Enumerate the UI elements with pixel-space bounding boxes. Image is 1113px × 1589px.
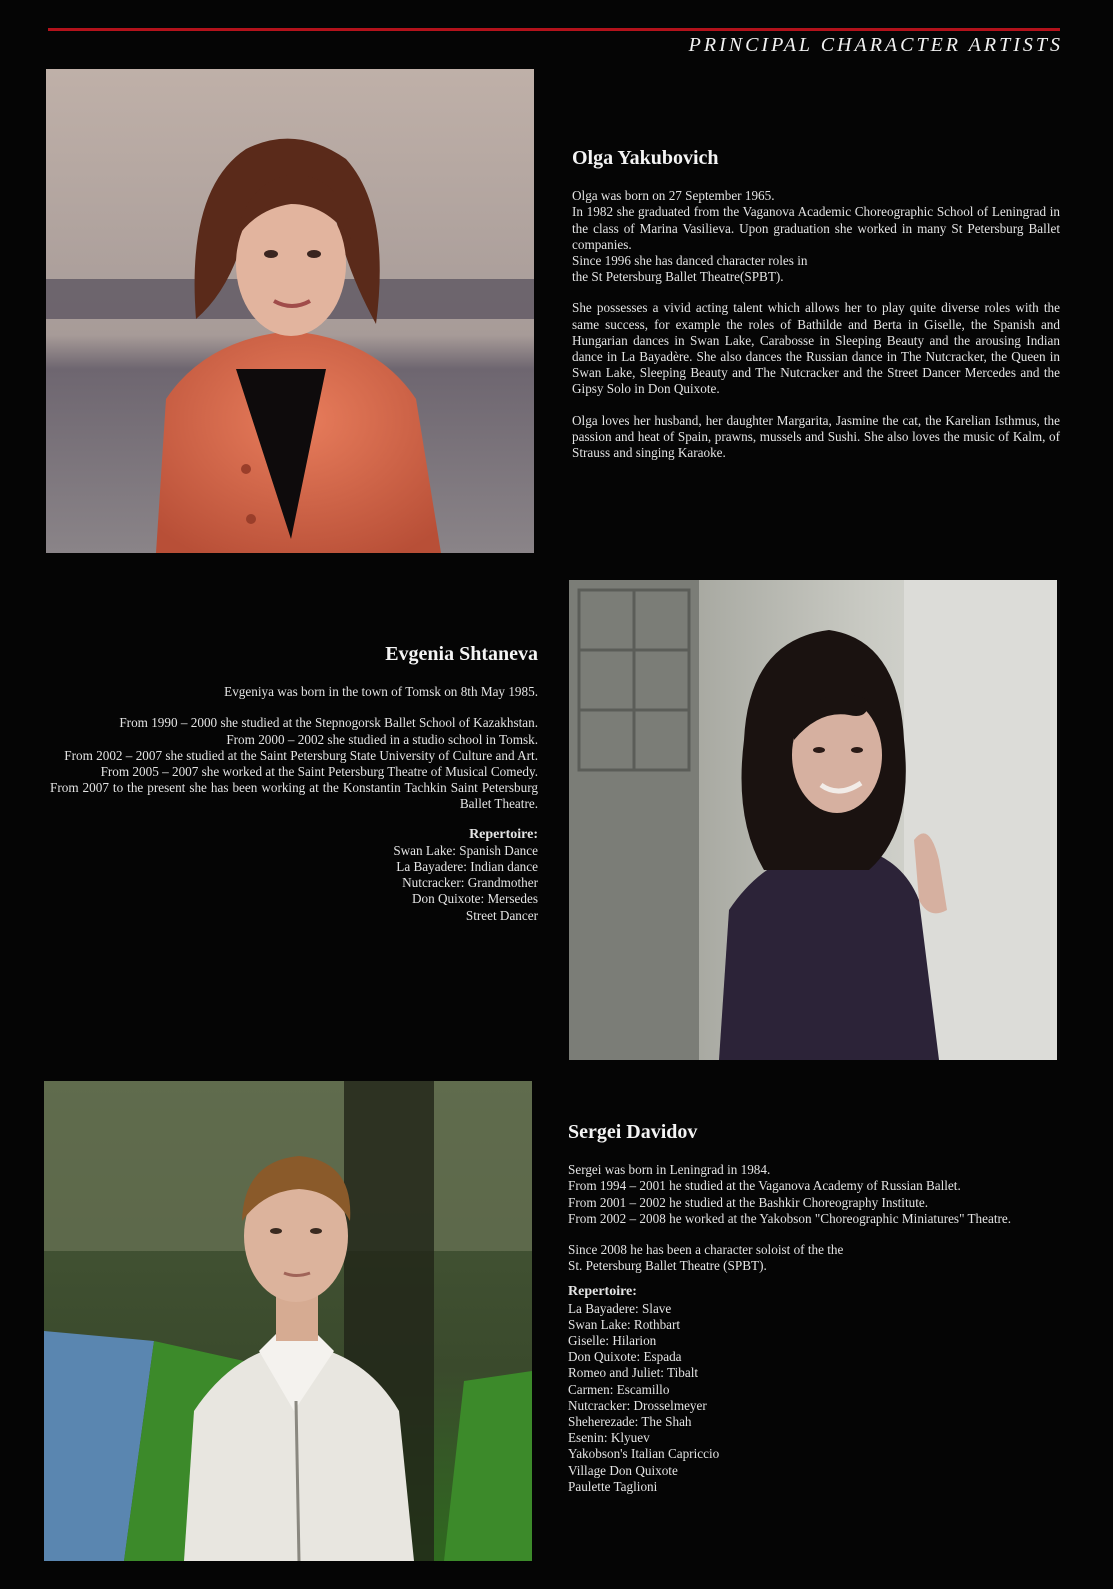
repertoire-item: Swan Lake: Spanish Dance bbox=[393, 842, 538, 858]
portrait-olga-yakubovich bbox=[46, 69, 534, 553]
artist-name: Olga Yakubovich bbox=[572, 147, 719, 169]
bio-history-line: From 1994 – 2001 he studied at the Vaganova Academy of Russian Ballet. bbox=[568, 1178, 961, 1194]
bio-paragraph: Olga loves her husband, her daughter Margarita, Jasmine the cat, the Karelian Isthmus, the passion and heat of Spain, prawns, mussels and Sushi. She also loves the music of Kalm, of Strauss and singing Karaoke. bbox=[572, 412, 1060, 461]
repertoire-item: Village Don Quixote bbox=[568, 1462, 678, 1478]
repertoire-item: Esenin: Klyuev bbox=[568, 1430, 650, 1446]
bio-line: In 1982 she graduated from the Vaganova Academic Choreographic School of Leningrad in the class of Marina Vasilieva. Upon graduation she worked in many St Petersburg Ballet companies. bbox=[572, 204, 1060, 252]
bio-history-line: From 2002 – 2008 he worked at the Yakobson "Choreographic Miniatures" Theatre. bbox=[568, 1210, 1012, 1226]
bio-history-line: Sergei was born in Leningrad in 1984. bbox=[568, 1162, 771, 1178]
bio-line: the St Petersburg Ballet Theatre(SPBT). bbox=[572, 269, 784, 285]
repertoire-item: La Bayadere: Indian dance bbox=[396, 859, 538, 875]
bio-line: Olga was born on 27 September 1965. bbox=[572, 188, 775, 204]
bio-paragraph: She possesses a vivid acting talent which allows her to play quite diverse roles with the same success, for example the roles of Bathilde and Berta in Giselle, the Spanish and Hungarian dances in Swan Lake, Carabosse in Sleeping Beauty and the arousing Indian dance in La Bayadère. She also dances the Russian dance in The Nutcracker, the Queen in Swan Lake, Sleeping Beauty and The Nutcracker and the Street Dancer Mercedes and the Gipsy Solo in Don Quixote. bbox=[572, 300, 1060, 397]
repertoire-item: Don Quixote: Espada bbox=[568, 1349, 682, 1365]
artist-name: Sergei Davidov bbox=[568, 1121, 698, 1143]
repertoire-item: Swan Lake: Rothbart bbox=[568, 1316, 681, 1332]
repertoire-heading: Repertoire: bbox=[469, 826, 538, 842]
repertoire-item: Nutcracker: Drosselmeyer bbox=[568, 1397, 707, 1413]
repertoire-item: Sheherezade: The Shah bbox=[568, 1414, 692, 1430]
bio-history-line: From 2007 to the present she has been working at the Konstantin Tachkin Saint Petersburg Ballet Theatre. bbox=[50, 780, 538, 812]
repertoire-heading: Repertoire: bbox=[568, 1284, 637, 1300]
bio-intro: Evgeniya was born in the town of Tomsk on 8th May 1985. bbox=[224, 684, 538, 700]
repertoire-item: Nutcracker: Grandmother bbox=[402, 875, 538, 891]
bio-history-line: From 2000 – 2002 she studied in a studio school in Tomsk. bbox=[226, 731, 538, 747]
portrait-sergei-davidov bbox=[44, 1081, 532, 1561]
repertoire-block bbox=[50, 827, 538, 924]
bio-paragraph bbox=[572, 188, 1060, 285]
bio-line: Since 1996 she has danced character roles in bbox=[572, 253, 808, 269]
header-rule bbox=[48, 28, 1060, 31]
repertoire-item: Carmen: Escamillo bbox=[568, 1381, 670, 1397]
repertoire-item: Yakobson's Italian Capriccio bbox=[568, 1446, 720, 1462]
bio-history-line: From 2002 – 2007 she studied at the Saint Petersburg State University of Culture and Art. bbox=[64, 747, 538, 763]
bio-history-line: From 2005 – 2007 she worked at the Saint Petersburg Theatre of Musical Comedy. bbox=[100, 764, 538, 780]
bio-line: St. Petersburg Ballet Theatre (SPBT). bbox=[568, 1258, 767, 1274]
repertoire-item: Don Quixote: Mersedes bbox=[412, 891, 538, 907]
repertoire-item: Romeo and Juliet: Tibalt bbox=[568, 1365, 699, 1381]
repertoire-item: Paulette Taglioni bbox=[568, 1478, 658, 1494]
portrait-evgenia-shtaneva bbox=[569, 580, 1057, 1060]
bio-history-line: From 1990 – 2000 she studied at the Stepnogorsk Ballet School of Kazakhstan. bbox=[119, 715, 538, 731]
repertoire-item: Giselle: Hilarion bbox=[568, 1333, 657, 1349]
bio-evgenia-shtaneva bbox=[50, 643, 538, 924]
repertoire-item: Street Dancer bbox=[465, 907, 538, 923]
bio-olga-yakubovich bbox=[572, 147, 1060, 461]
bio-sergei-davidov bbox=[568, 1121, 1056, 1495]
repertoire-item: La Bayadere: Slave bbox=[568, 1300, 672, 1316]
bio-line: Since 2008 he has been a character soloist of the the bbox=[568, 1242, 844, 1258]
repertoire-block bbox=[568, 1284, 1056, 1495]
section-title: PRINCIPAL CHARACTER ARTISTS bbox=[688, 34, 1063, 56]
bio-since bbox=[568, 1242, 1056, 1274]
artist-name: Evgenia Shtaneva bbox=[385, 643, 538, 665]
bio-history-line: From 2001 – 2002 he studied at the Bashkir Choreography Institute. bbox=[568, 1194, 929, 1210]
